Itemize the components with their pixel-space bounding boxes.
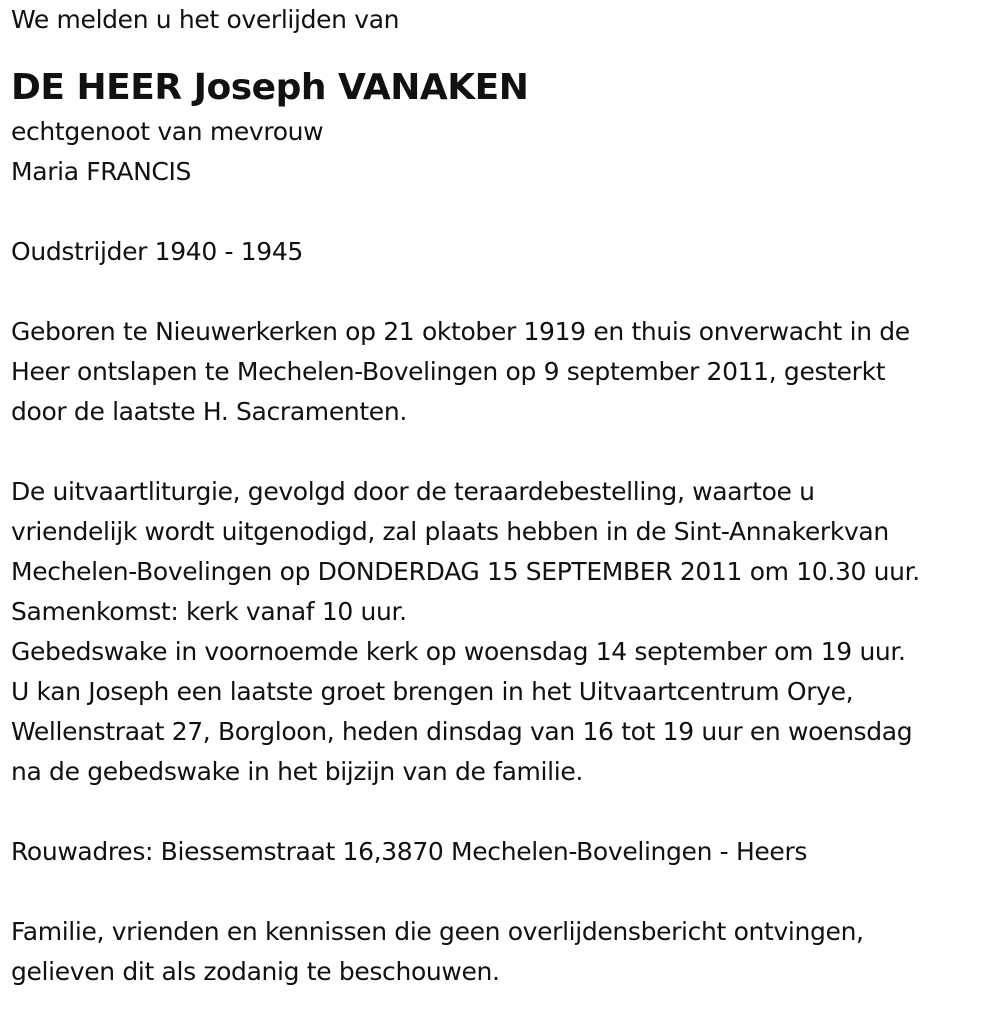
birth-death-line: Heer ontslapen te Mechelen-Bovelingen op 9 september 2011, gesterkt (11, 357, 886, 386)
deceased-first-name: Joseph (193, 67, 326, 108)
birth-death-line: Geboren te Nieuwerkerken op 21 oktober 1919 en thuis onverwacht in de (11, 317, 910, 346)
funeral-line: De uitvaartliturgie, gevolgd door de teraardebestelling, waartoe u (11, 477, 815, 506)
spacer (11, 432, 996, 472)
birth-death-line: door de laatste H. Sacramenten. (11, 397, 407, 426)
deceased-last-name: VANAKEN (338, 67, 529, 108)
spacer (11, 872, 996, 912)
spacer (11, 192, 996, 232)
funeral-line: Samenkomst: kerk vanaf 10 uur. (11, 597, 407, 626)
death-notice (11, 0, 996, 992)
funeral-line: vriendelijk wordt uitgenodigd, zal plaats hebben in de Sint-Annakerkvan (11, 517, 889, 546)
funeral-line: Wellenstraat 27, Borgloon, heden dinsdag van 16 tot 19 uur en woensdag (11, 717, 913, 746)
spacer (11, 792, 996, 832)
closing-line: Familie, vrienden en kennissen die geen overlijdensbericht ontvingen, (11, 917, 864, 946)
spouse-name: Maria FRANCIS (11, 157, 192, 186)
funeral-line: na de gebedswake in het bijzijn van de familie. (11, 757, 583, 786)
deceased-name (11, 64, 996, 112)
intro-text: We melden u het overlijden van (11, 5, 400, 34)
closing-line: gelieven dit als zodanig te beschouwen. (11, 957, 500, 986)
veteran-text: Oudstrijder 1940 - 1945 (11, 237, 303, 266)
deceased-title-prefix: DE HEER (11, 67, 182, 108)
funeral-line: Mechelen-Bovelingen op DONDERDAG 15 SEPTEMBER 2011 om 10.30 uur. (11, 557, 920, 586)
spacer (11, 272, 996, 312)
funeral-line: Gebedswake in voornoemde kerk op woensdag 14 september om 19 uur. (11, 637, 906, 666)
mourning-address: Rouwadres: Biessemstraat 16,3870 Mechelen-Bovelingen - Heers (11, 837, 808, 866)
spouse-line: echtgenoot van mevrouw (11, 117, 324, 146)
funeral-line: U kan Joseph een laatste groet brengen in het Uitvaartcentrum Orye, (11, 677, 854, 706)
